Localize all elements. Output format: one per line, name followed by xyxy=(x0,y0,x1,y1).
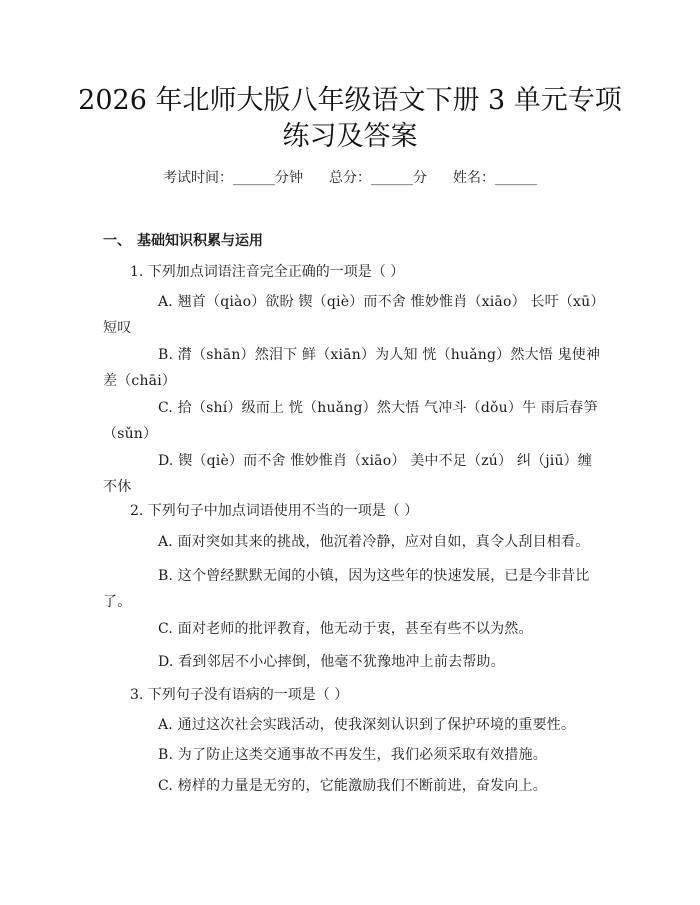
question-stem: 1. 下列加点词语注音完全正确的一项是（ ） xyxy=(130,264,405,280)
question-option: D. 锲（qiè）而不舍 惟妙惟肖（xiāo） 美中不足（zú） 纠（jiū）缠不休 xyxy=(103,453,593,495)
section-title: 基础知识积累与运用 xyxy=(137,233,263,249)
question-option: D. 看到邻居不小心摔倒，他毫不犹豫地冲上前去帮助。 xyxy=(158,654,505,670)
document-title-line1: 2026 年北师大版八年级语文下册 3 单元专项 xyxy=(78,85,622,116)
exam-score-field: 总分：______分 xyxy=(329,170,427,186)
question-option: A. 面对突如其来的挑战，他沉着冷静，应对自如，真令人刮目相看。 xyxy=(158,534,590,550)
question-option: A. 翘首（qiào）欲盼 锲（qiè）而不舍 惟妙惟肖（xiāo） 长吁（xū）短叹 xyxy=(103,294,598,336)
question-stem: 2. 下列句子中加点词语使用不当的一项是（ ） xyxy=(130,503,419,519)
question-option: B. 这个曾经默默无闻的小镇，因为这些年的快速发展，已是今非昔比了。 xyxy=(103,568,590,610)
question-option: B. 潸（shān）然泪下 鲜（xiān）为人知 恍（huǎng）然大悟 鬼使神差（chāi） xyxy=(103,347,601,389)
section-heading xyxy=(103,230,263,250)
question-option: C. 榜样的力量是无穷的，它能激励我们不断前进，奋发向上。 xyxy=(158,778,547,794)
exam-time-field: 考试时间：______分钟 xyxy=(163,170,303,186)
exam-name-field: 姓名：______ xyxy=(453,170,537,186)
exam-info xyxy=(0,167,700,187)
section-number: 一、 xyxy=(103,233,131,249)
question-stem: 3. 下列句子没有语病的一项是（ ） xyxy=(130,687,349,703)
question-option: C. 面对老师的批评教育，他无动于衷，甚至有些不以为然。 xyxy=(158,621,533,637)
document-title-line2: 练习及答案 xyxy=(282,121,418,152)
question-option: A. 通过这次社会实践活动，使我深刻认识到了保护环境的重要性。 xyxy=(158,717,576,733)
question-option: B. 为了防止这类交通事故不再发生，我们必须采取有效措施。 xyxy=(158,747,547,763)
question-option: C. 拾（shí）级而上 恍（huǎng）然大悟 气冲斗（dǒu）牛 雨后春笋（sǔn） xyxy=(103,400,598,442)
